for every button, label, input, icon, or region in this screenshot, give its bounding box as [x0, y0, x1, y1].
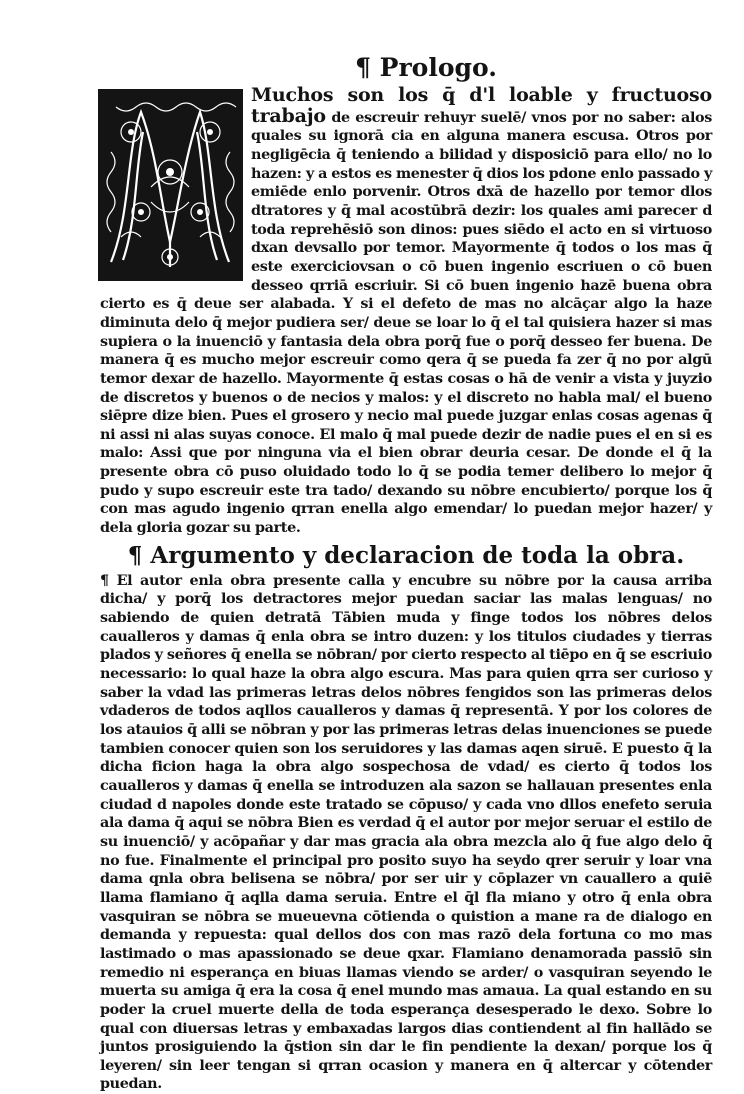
- prologo-first-words: Muchos son los q̄ d'l loable y fructuoso trabajo: [251, 84, 712, 127]
- prologo-heading: ¶ Prologo.: [355, 53, 497, 82]
- argumento-body: ¶ El autor enla obra presente calla y encubre su nōbre por la causa arriba dicha/ y porq̄ los detractores mejor puedan saciar las malas lenguas/ no sabiendo de quien detratā Tābien muda y finge todos los nōbres delos caualleros y damas q̄ enla obra se intro duzen: y los titulos ciudades y tierras plados y señores q̄ enella se nōbran/ por cierto respecto al tiēpo en q̄ se escriuio necessario: lo qual haze la obra algo escura. Mas para quien qrra ser curioso y saber la vdad las primeras letras delos nōbres fengidos son las primeras delos vdaderos de todos aqllos caualleros y damas q̄ representā. Y por los colores de los atauios q̄ alli se nōbran y por las primeras letras delas inuenciones se puede tambien conocer quien son los seruidores y las damas aqen siruē. E puesto q̄ la dicha ficion haga la obra algo sospechosa de vdad/ es cierto q̄ todos los caualleros y damas q̄ enella se introduzen ala sazon se hallauan presentes enla ciudad d napoles donde este tratado se cōpuso/ y cada vno dllos enefeto seruia ala dama q̄ aqui se nōbra Bien es verdad q̄ el autor por mejor seruar el estilo de su inuenciō/ y acōpañar y dar mas gracia ala obra mezcla alo q̄ fue algo delo q̄ no fue. Finalmente el principal pro posito suyo ha seydo qrer seruir y loar vna dama qnla obra belisena se nōbra/ por ser uir y cōplazer vn cauallero a quiē llama flamiano q̄ aqlla dama seruia. Entre el q̄l fla miano y otro q̄ enla obra vasquiran se nōbra se mueuevna cōtienda o quistion a mane ra de dialogo en demanda y repuesta: qual dellos dos con mas razō dela fortuna co mo mas lastimado o mas apassionado se deue qxar. Flamiano denamorada passiō sin remedio ni esperança en biuas llamas viendo se arder/ o vasquiran seyendo le muerta su amiga q̄ era la cosa q̄ enel mundo mas amaua. La qual estando en su poder la cruel muerte della de toda esperança desesperado le dexo. Sobre lo qual con diuersas letras y embaxadas largos dias contiendent al fin hallādo se juntos prosiguiendo la q̄stion sin dar le fin pendiente la dexan/ porque los q̄ leyeren/ sin leer tengan si qrran ocasion y manera en q̄ altercar y cōtender puedan.: [100, 572, 712, 1093]
- argumento-heading: ¶ Argumento y declaracion de toda la obra.: [127, 541, 685, 569]
- decorated-initial-m: [98, 89, 243, 281]
- argumento-paragraph: [100, 572, 712, 1094]
- prologo-body: de escreuir rehuyr suelē/ vnos por no saber: alos quales su ignorā cia en alguna manera escusa. Otros por negligēcia q̄ teniendo a bilidad y disposiciō para ello/ no lo hazen: y a estos es menester q̄ dios los pdone enlo passado y emiēde enlo porvenir. Otros dxā de hazello por temor dlos dtratores y q̄ mal acostūbrā dezir: los quales ami parecer d toda reprehēsiō son dinos: pues siēdo el acto en si virtuoso dxan devsallo por temor. Mayormente q̄ todos o los mas q̄ este exerciciovsan o cō buen ingenio escriuen o cō buen desseo qrriā escriuir. Si cō buen ingenio hazē buena obra cierto es q̄ deue ser alabada. Y si el defeto de mas no alcāçar algo la haze diminuta delo q̄ mejor pudiera ser/ deue se loar lo q̄ el tal quisiera hazer si mas supiera o la inuenciō y fantasia dela obra porq̄ fue o porq̄ desseo fer buena. De manera q̄ es mucho mejor escreuir como qera q̄ se pueda fa zer q̄ no por algū temor dexar de hazello. Mayormente q̄ estas cosas o hā de venir a vista y juyzio de discretos y buenos o de necios y malos: y el discreto no habla mal/ el bueno siēpre dize bien. Pues el grosero y necio mal puede juzgar enlas cosas agenas q̄ ni assi ni alas suyas conoce. El malo q̄ mal puede dezir de nadie pues el en si es malo: Assi que por ninguna via el bien obrar deuria cesar. De donde el q̄ la presente obra cō puso oluidado todo lo q̄ se podia temer delibero lo mejor q̄ pudo y supo escreuir este tra tado/ dexando su nōbre encubierto/ porque los q̄ con mas agudo ingenio qrran enella algo emendar/ lo puedan mejor hazer/ y dela gloria gozar su parte.: [100, 109, 712, 537]
- document-page: [100, 50, 712, 1094]
- decorated-initial-art: [101, 92, 240, 278]
